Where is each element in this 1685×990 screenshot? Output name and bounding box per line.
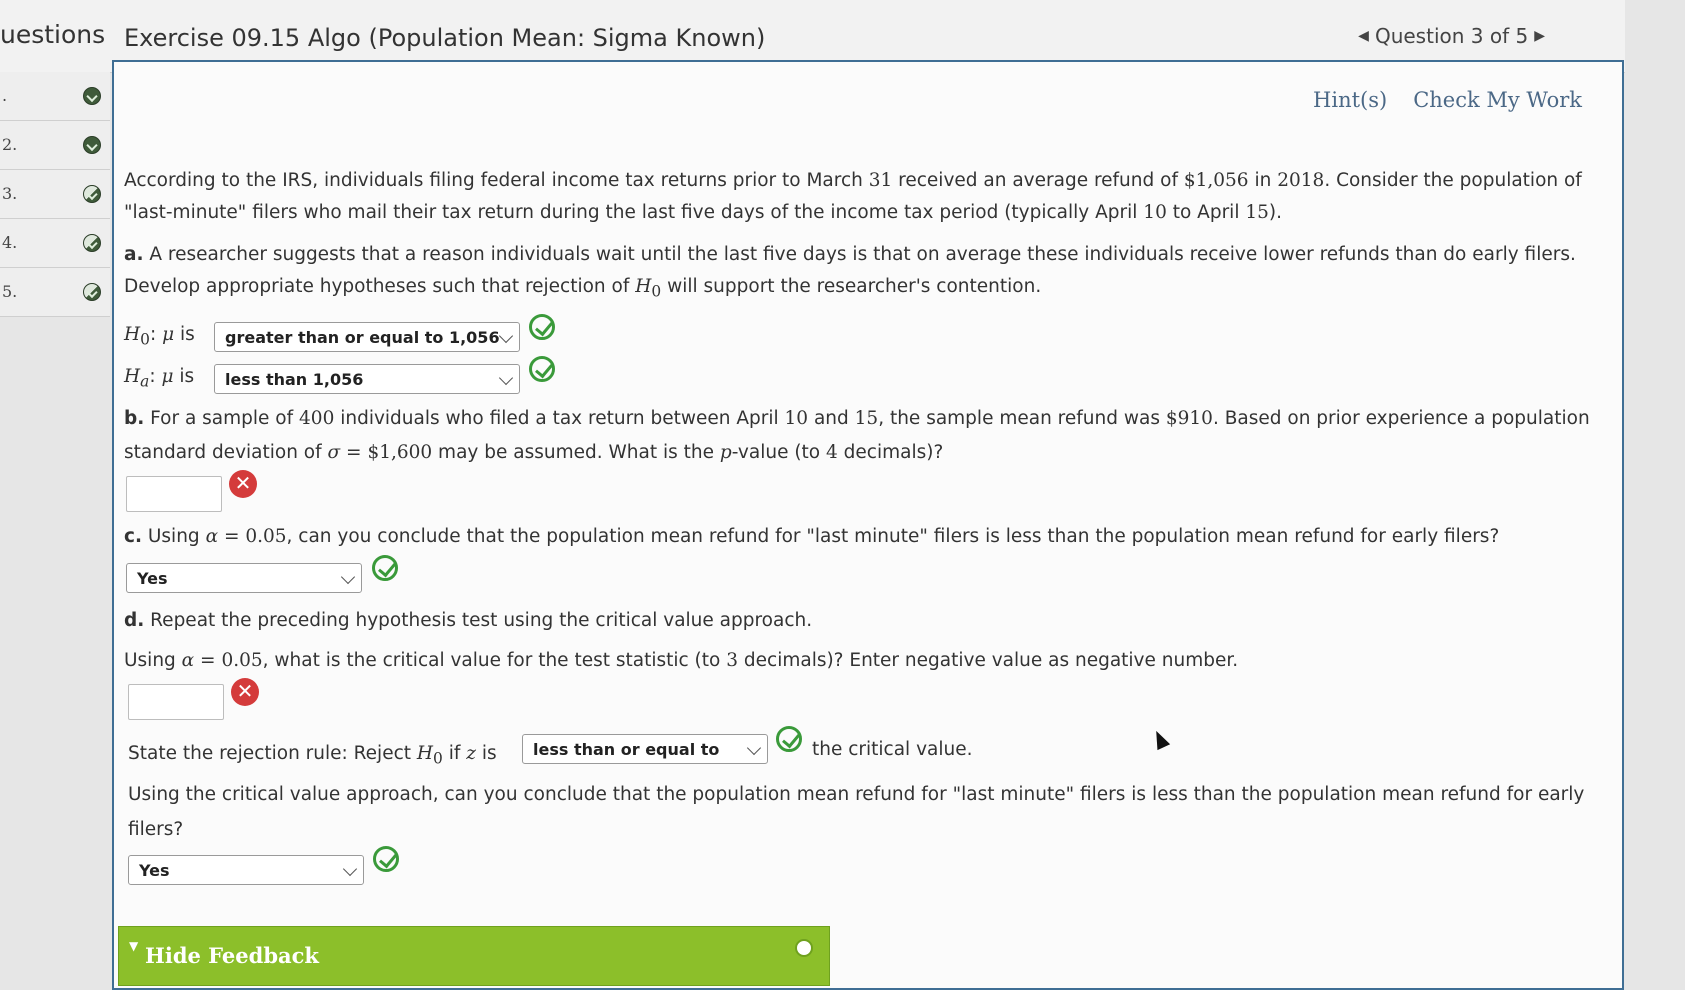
check-my-work-link[interactable]: Check My Work [1413, 88, 1582, 112]
part-a-line-1: a. A researcher suggests that a reason individuals wait until the last five days is that on average these individuals receive lower refunds than do early filers. [124, 244, 1576, 265]
h0-select[interactable]: greater than or equal to 1,056 [214, 322, 520, 352]
intro-line-1: According to the IRS, individuals filing federal income tax returns prior to March 31 received an average refund of $1,056 in 2018. Consider the population of [124, 170, 1582, 191]
part-c-line: c. Using α = 0.05, can you conclude that the population mean refund for "last minute" filers is less than the population mean refund for early filers? [124, 526, 1500, 547]
hints-link[interactable]: Hint(s) [1313, 88, 1388, 112]
rejection-rule-label: State the rejection rule: Reject $H_0$ if z is [128, 743, 497, 768]
pencil-icon[interactable] [795, 939, 813, 957]
questions-header: uestions [0, 20, 106, 49]
correct-check-icon [776, 726, 802, 752]
correct-check-icon [373, 846, 399, 872]
part-b-line-2: standard deviation of σ = $1,600 may be assumed. What is the p-value (to 4 decimals)? [124, 442, 944, 463]
part-d-line-1: d. Repeat the preceding hypothesis test using the critical value approach. [124, 610, 813, 631]
next-question-icon[interactable]: ▶ [1534, 28, 1545, 44]
complete-status-icon [83, 136, 101, 154]
ha-select[interactable]: less than 1,056 [214, 364, 520, 394]
hide-feedback-label: Hide Feedback [145, 943, 319, 968]
chevron-down-icon [343, 862, 357, 876]
part-d-line-2: Using α = 0.05, what is the critical value for the test statistic (to 3 decimals)? Enter negative value as negative number. [124, 650, 1239, 671]
chevron-down-icon [341, 570, 355, 584]
incorrect-x-icon: ✕ [231, 678, 259, 706]
question-item-2[interactable]: 2. [0, 121, 110, 170]
chevron-down-icon [747, 741, 761, 755]
rejection-rule-select[interactable]: less than or equal to [522, 734, 768, 764]
p-value-input[interactable] [126, 476, 222, 512]
part-a-line-2: Develop appropriate hypotheses such that rejection of $H_0$ will support the researcher's contention. [124, 276, 1042, 301]
chevron-down-icon [499, 371, 513, 385]
correct-check-icon [372, 555, 398, 581]
question-item-1[interactable]: . [0, 72, 110, 121]
incorrect-x-icon: ✕ [229, 470, 257, 498]
question-counter: Question 3 of 5 [1374, 24, 1529, 48]
conclusion-select[interactable]: Yes [128, 855, 364, 885]
partial-status-icon [83, 185, 101, 203]
rejection-rule-suffix: the critical value. [812, 739, 973, 760]
partial-status-icon [83, 234, 101, 252]
critical-value-input[interactable] [128, 684, 224, 720]
prev-question-icon[interactable]: ◀ [1358, 28, 1369, 44]
intro-line-2: "last-minute" filers who mail their tax return during the last five days of the income tax period (typically April 10 to April 15). [124, 202, 1282, 223]
triangle-down-icon: ▼ [129, 939, 139, 953]
correct-check-icon [529, 314, 555, 340]
complete-status-icon [83, 87, 101, 105]
question-item-5[interactable]: 5. [0, 268, 110, 317]
question-nav [1358, 24, 1545, 48]
question-item-4[interactable]: 4. [0, 219, 110, 268]
question-item-3[interactable]: 3. [0, 170, 110, 219]
part-b-line-1: b. For a sample of 400 individuals who filed a tax return between April 10 and 15, the sample mean refund was $910. Based on prior experience a population [124, 408, 1590, 429]
chevron-down-icon [499, 329, 513, 343]
correct-check-icon [529, 356, 555, 382]
top-links [1313, 88, 1582, 112]
partial-status-icon [83, 283, 101, 301]
hide-feedback-bar[interactable] [118, 926, 830, 986]
ha-label: $H_a$: μ is [124, 366, 195, 391]
question-list [0, 72, 110, 317]
exercise-title: Exercise 09.15 Algo (Population Mean: Sigma Known) [124, 24, 766, 52]
conclusion-line-1: Using the critical value approach, can you conclude that the population mean refund for "last minute" filers is less than the population mean refund for early [128, 784, 1585, 805]
conclusion-line-2: filers? [128, 819, 184, 840]
part-c-select[interactable]: Yes [126, 563, 362, 593]
h0-label: $H_0$: μ is [124, 324, 195, 349]
